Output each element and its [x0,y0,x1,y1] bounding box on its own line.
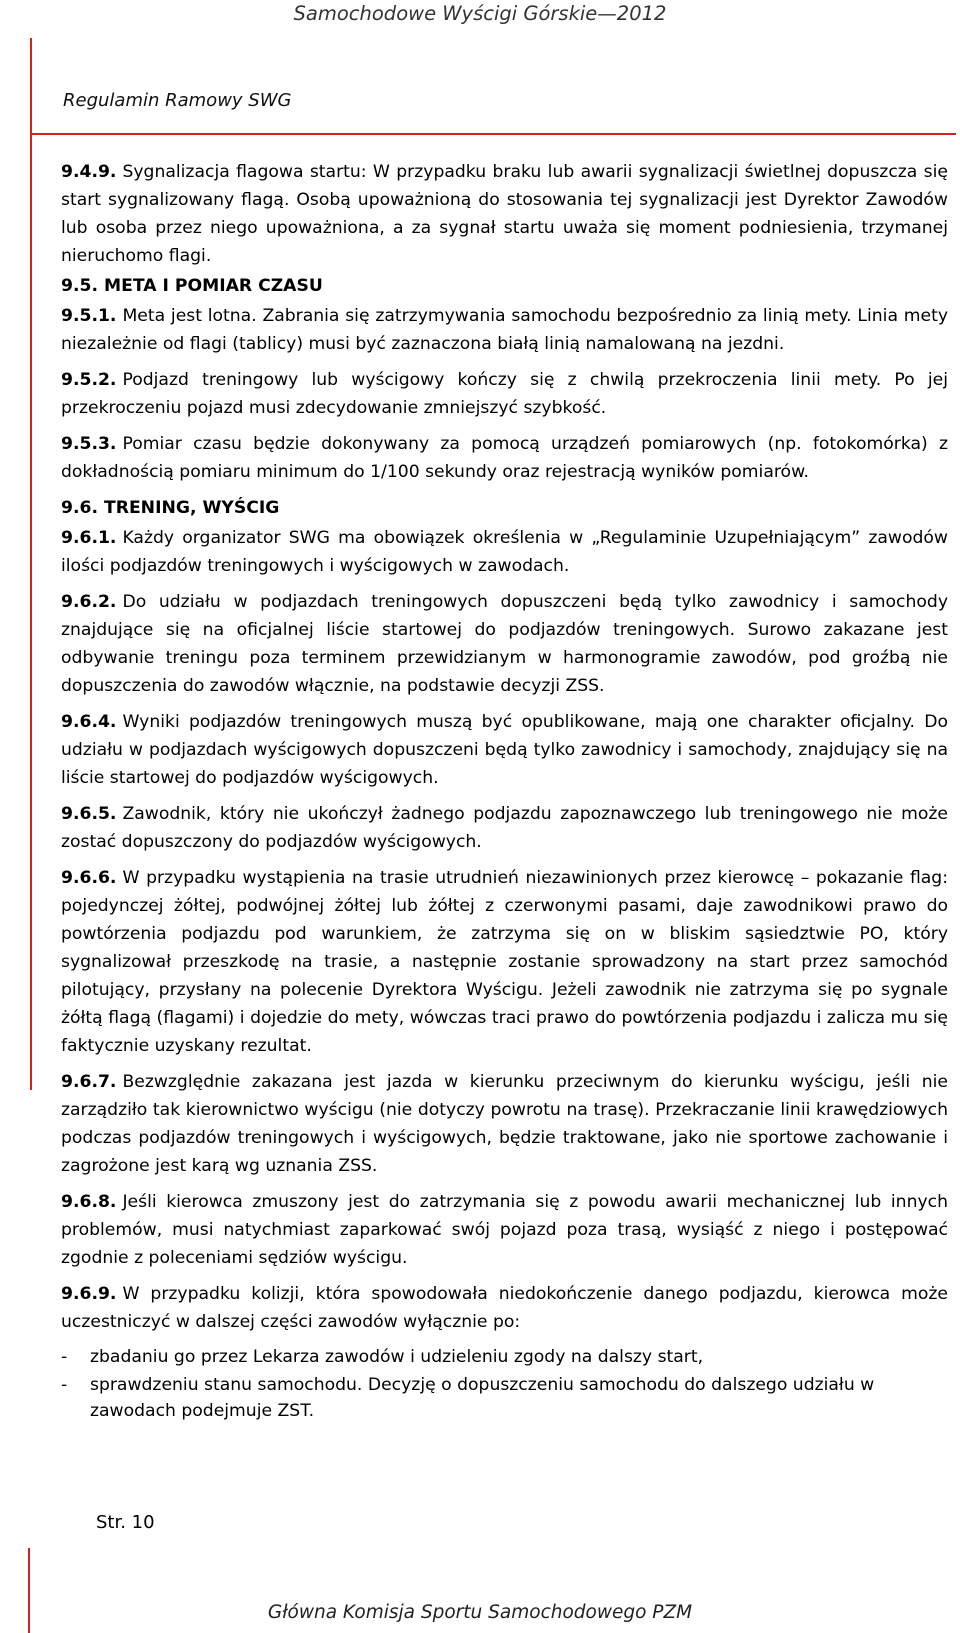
paragraph-number: 9.5.2. [61,370,117,390]
paragraph-number: 9.6.5. [61,804,117,824]
paragraph-text: Zawodnik, który nie ukończył żadnego podjazdu zapoznawczego lub treningowego nie może zostać dopuszczony do podjazdów wyścigowych. [61,804,948,852]
section-number: 9.5. [61,276,98,296]
dash-bullet: - [61,1347,68,1367]
left-margin-rule [30,38,32,1090]
paragraph-number: 9.6.8. [61,1192,117,1212]
paragraph-9-6-8 [61,1188,948,1272]
paragraph-9-6-5 [61,800,948,856]
paragraph-9-6-7 [61,1068,948,1180]
paragraph-text: Każdy organizator SWG ma obowiązek określenia w „Regulaminie Uzupełniającym” zawodów ilości podjazdów treningowych i wyścigowych w zawodach. [61,528,948,576]
paragraph-number: 9.6.2. [61,592,117,612]
list-item [61,1372,948,1424]
paragraph-9-6-9 [61,1280,948,1336]
section-number: 9.6. [61,498,98,518]
paragraph-text: Podjazd treningowy lub wyścigowy kończy się z chwilą przekroczenia linii mety. Po jej przekroczeniu pojazd musi zdecydowanie zmniejszyć szybkość. [61,370,948,418]
paragraph-9-6-2 [61,588,948,700]
list-item-text: sprawdzeniu stanu samochodu. Decyzję o dopuszczeniu samochodu do dalszego udziału w zawodach podejmuje ZST. [90,1375,875,1421]
paragraph-number: 9.6.9. [61,1284,117,1304]
paragraph-number: 9.6.1. [61,528,117,548]
section-title: META I POMIAR CZASU [103,276,323,296]
paragraph-text: W przypadku wystąpienia na trasie utrudnień niezawinionych przez kierowcę – pokazanie flag: pojedynczej żółtej, podwójnej żółtej lub żółtej z czerwonymi pasami, daje zawodnikowi prawo do powtórzenia podjazdu pod warunkiem, że zatrzyma się on w bliskim sąsiedztwie PO, który sygnalizował przeszkodę na trasie, a następnie zostanie sprowadzony na start przez samochód pilotujący, przysłany na polecenie Dyrektora Wyścigu. Jeżeli zawodnik nie zatrzyma się po sygnale żółtą flagą (flagami) i dojedzie do mety, wówczas traci prawo do powtórzenia podjazdu i zalicza mu się faktycznie uzyskany rezultat. [61,868,948,1056]
paragraph-text: Bezwzględnie zakazana jest jazda w kierunku przeciwnym do kierunku wyścigu, jeśli nie zarządziło tak kierownictwo wyścigu (nie dotyczy powrotu na trasę). Przekraczanie linii krawędziowych podczas podjazdów treningowych i wyścigowych, będzie traktowane, jako nie sportowe zachowanie i zagrożone jest karą wg uznania ZSS. [61,1072,948,1176]
list-item [61,1344,948,1370]
paragraph-9-4-9 [61,158,948,270]
paragraph-text: Jeśli kierowca zmuszony jest do zatrzymania się z powodu awarii mechanicznej lub innych problemów, musi natychmiast zaparkować swój pojazd poza trasą, wysiąść z niego i postępować zgodnie z poleceniami sędziów wyścigu. [61,1192,948,1268]
paragraph-number: 9.6.7. [61,1072,117,1092]
paragraph-number: 9.5.1. [61,306,117,326]
paragraph-text: Wyniki podjazdów treningowych muszą być opublikowane, mają one charakter oficjalny. Do udziału w podjazdach wyścigowych dopuszczeni będą tylko zawodnicy i samochody, znajdujący się na liście startowej do podjazdów wyścigowych. [61,712,948,788]
header-rule [30,133,956,135]
paragraph-text: Sygnalizacja flagowa startu: W przypadku braku lub awarii sygnalizacji świetlnej dopuszcza się start sygnalizowany flagą. Osobą upoważnioną do stosowania tej sygnalizacji jest Dyrektor Zawodów lub osoba przez niego upoważniona, a za sygnał startu uważa się moment podniesienia, trzymanej nieruchomo flagi. [61,162,948,266]
paragraph-number: 9.6.4. [61,712,117,732]
paragraph-9-5-3 [61,430,948,486]
paragraph-text: W przypadku kolizji, która spowodowała niedokończenie danego podjazdu, kierowca może uczestniczyć w dalszej części zawodów wyłącznie po: [61,1284,948,1332]
section-title: TRENING, WYŚCIG [103,498,280,518]
paragraph-number: 9.6.6. [61,868,117,888]
paragraph-number: 9.5.3. [61,434,117,454]
section-heading-9-6 [61,494,948,522]
list-item-text: zbadaniu go przez Lekarza zawodów i udzieleniu zgody na dalszy start, [90,1347,704,1367]
running-footer: Główna Komisja Sportu Samochodowego PZM [267,1602,693,1623]
paragraph-9-5-2 [61,366,948,422]
paragraph-9-5-1 [61,302,948,358]
paragraph-text: Pomiar czasu będzie dokonywany za pomocą urządzeń pomiarowych (np. fotokomórka) z dokładnością pomiaru minimum do 1/100 sekundy oraz rejestracją wyników pomiarów. [61,434,948,482]
section-heading-9-5 [61,272,948,300]
paragraph-9-6-6 [61,864,948,1060]
paragraph-9-6-1 [61,524,948,580]
paragraph-number: 9.4.9. [61,162,117,182]
page-number: Str. 10 [96,1512,155,1533]
document-body [61,158,948,1426]
paragraph-9-6-4 [61,708,948,792]
condition-list [61,1344,948,1424]
document-subtitle: Regulamin Ramowy SWG [63,90,292,111]
paragraph-text: Meta jest lotna. Zabrania się zatrzymywania samochodu bezpośrednio za linią mety. Linia mety niezależnie od flagi (tablicy) musi być zaznaczona białą linią namalowaną na jezdni. [61,306,948,354]
paragraph-text: Do udziału w podjazdach treningowych dopuszczeni będą tylko zawodnicy i samochody znajdujące się na oficjalnej liście startowej do podjazdów treningowych. Surowo zakazane jest odbywanie treningu poza terminem przewidzianym w harmonogramie zawodów, pod groźbą nie dopuszczenia do zawodów włącznie, na podstawie decyzji ZSS. [61,592,948,696]
dash-bullet: - [61,1375,68,1395]
running-header-title: Samochodowe Wyścigi Górskie—2012 [293,2,667,25]
